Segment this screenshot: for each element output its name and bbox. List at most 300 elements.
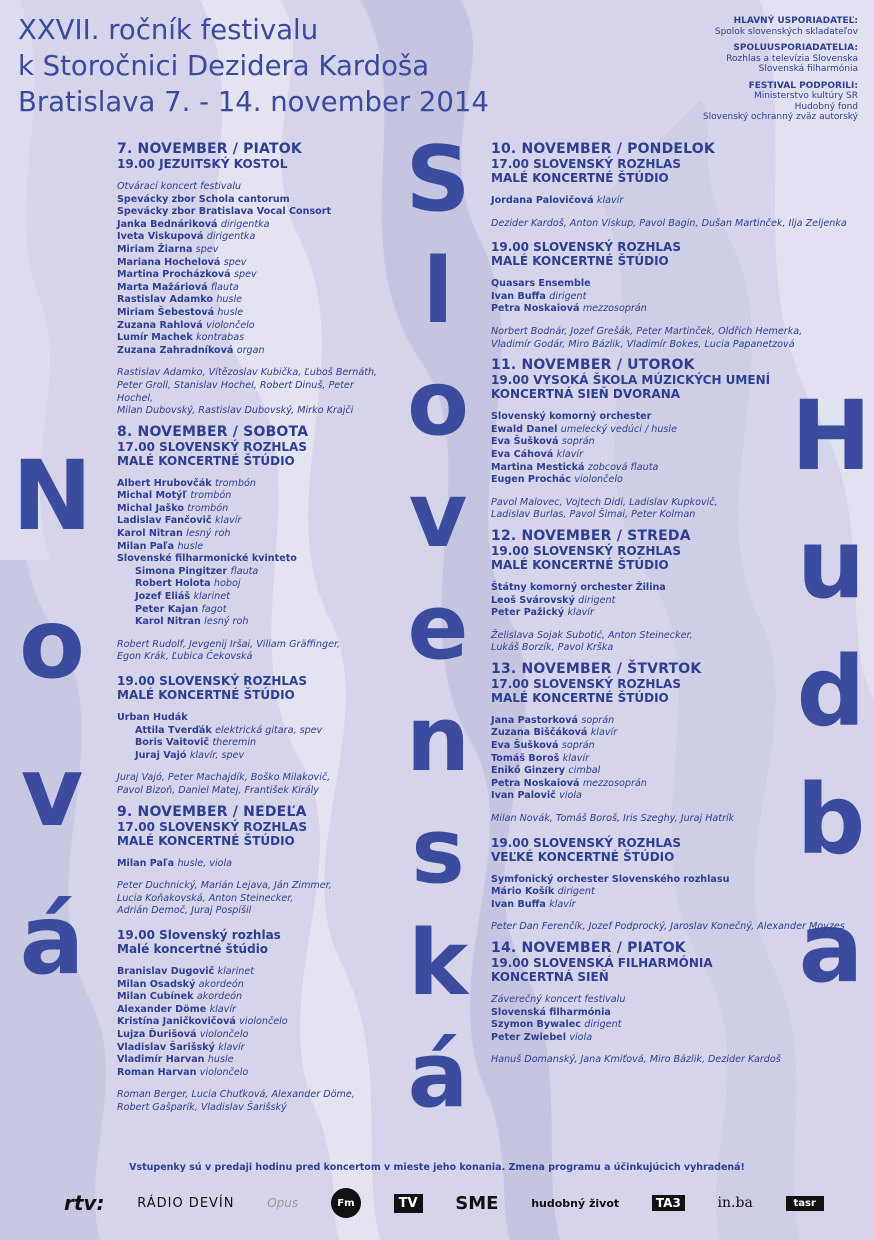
spacer — [117, 702, 387, 712]
performer — [491, 765, 851, 778]
performer-name: Enikő Ginzery — [491, 765, 566, 777]
performer — [117, 541, 387, 554]
performer-name: Mariana Hochelová — [117, 256, 221, 268]
spacer — [491, 268, 851, 278]
vertical-letter: u — [796, 508, 866, 620]
performer-name: Lujza Ďurišová — [117, 1028, 197, 1040]
performer-name: Štátny komorný orchester Žilina — [491, 581, 666, 593]
performer-name: Alexander Döme — [117, 1003, 207, 1015]
performer-name: Zuzana Rahlová — [117, 319, 203, 331]
logo-tv-text: TV — [398, 1195, 418, 1211]
performer-name: Milan Paľa — [117, 540, 175, 552]
performer-name: Spevácky zbor Schola cantorum — [117, 193, 290, 205]
vertical-letter: s — [411, 799, 465, 904]
performer — [117, 257, 387, 270]
performer-name: Leoš Svárovský — [491, 594, 575, 606]
performer-name: Quasars Ensemble — [491, 278, 591, 290]
performer-name: Karol Nitran — [135, 616, 201, 628]
performer-role: dirigent — [584, 1019, 622, 1031]
performer — [117, 979, 387, 992]
performer — [117, 320, 387, 333]
organizer-head: HLAVNÝ USPORIADATEĽ: — [733, 16, 858, 26]
performer — [117, 1004, 387, 1017]
vertical-letter: H — [791, 380, 872, 492]
performer — [491, 740, 851, 753]
logo-sme: SME — [455, 1192, 499, 1214]
performer-name: Ivan Palovič — [491, 790, 556, 802]
concert-venue: 19.00 JEZUITSKÝ KOSTOL — [117, 157, 288, 171]
concert-venue: MALÉ KONCERTNÉ ŠTÚDIO — [491, 557, 669, 572]
performer — [491, 753, 851, 766]
performer-name: Eugen Prochác — [491, 474, 571, 486]
performer — [117, 725, 387, 738]
title-line: Bratislava 7. - 14. november 2014 — [18, 86, 489, 118]
performer-role: hoboj — [213, 578, 241, 590]
performer — [117, 712, 387, 725]
performer — [491, 874, 851, 887]
program-left-column — [117, 141, 387, 1114]
performer-name: Ewald Danel — [491, 423, 558, 435]
performer — [117, 231, 387, 244]
logo-inba: in.ba — [717, 1195, 753, 1211]
spacer — [491, 984, 851, 994]
concert-date: 7. NOVEMBER / PIATOK — [117, 141, 302, 157]
performer-name: Peter Pažický — [491, 607, 565, 619]
concert-date: 14. NOVEMBER / PIATOK — [491, 940, 686, 956]
performer-name: Petra Noskaiová — [491, 777, 580, 789]
performer-role: klavír — [596, 195, 624, 206]
performer-name: Petra Noskaiová — [491, 303, 580, 315]
spacer — [117, 762, 387, 772]
performer-name: Rastislav Adamko — [117, 294, 213, 306]
performer — [117, 1016, 387, 1029]
performer-role: kontrabas — [196, 332, 245, 344]
performer — [117, 528, 387, 541]
spacer — [491, 487, 851, 497]
performer-role: soprán — [561, 436, 595, 448]
vertical-letter: n — [405, 687, 471, 792]
concert-venue: 19.00 SLOVENSKÝ ROZHLAS — [491, 835, 681, 850]
performer-name: Martina Mestická — [491, 461, 585, 473]
performer-name: Ivan Buffa — [491, 290, 546, 302]
logo-fm-text: Fm — [337, 1197, 355, 1209]
performer — [117, 750, 387, 763]
performer — [117, 553, 387, 566]
spacer — [491, 401, 851, 411]
performer — [117, 1029, 387, 1042]
concert-venue: 19.00 VYSOKÁ ŠKOLA MÚZICKÝCH UMENÍ — [491, 373, 771, 388]
performer — [117, 1042, 387, 1055]
performer — [117, 1067, 387, 1080]
concert-date: 13. NOVEMBER / ŠTVRTOK — [491, 660, 702, 677]
performer-name: Lumír Machek — [117, 332, 193, 344]
performer-role: klavír, spev — [189, 749, 245, 761]
spacer — [491, 185, 851, 195]
sponsor-logos — [64, 1188, 824, 1218]
performer-role: elektrická gitara, spev — [215, 724, 323, 736]
performer-role: akordeón — [196, 991, 243, 1003]
performer-name: Juraj Vajó — [135, 749, 187, 761]
performer — [117, 332, 387, 345]
organizers — [598, 16, 858, 129]
performer-name: Symfonický orchester Slovenského rozhlasu — [491, 873, 730, 885]
performer-role: mezzosoprán — [582, 777, 647, 789]
program-composers: Norbert Bodnár, Jozef Grešák, Peter Martinček, Oldřich Hemerka, — [491, 325, 803, 337]
performer-role: akordeón — [198, 978, 244, 990]
performer-role: husle, viola — [177, 857, 233, 869]
performer-name: Martina Procházková — [117, 269, 231, 281]
concert-date: 8. NOVEMBER / SOBOTA — [117, 423, 309, 440]
vertical-letter: á — [407, 1023, 469, 1128]
performer-name: Eva Šušková — [491, 740, 559, 752]
performer-name: Miriam Šebestová — [117, 306, 215, 318]
spacer — [491, 316, 851, 326]
performer-role: violončelo — [206, 319, 255, 331]
spacer — [491, 911, 851, 921]
performer — [117, 194, 387, 207]
performer-name: Ivan Buffa — [491, 898, 546, 910]
performer-name: Slovenské filharmonické kvinteto — [117, 553, 297, 565]
performer-name: Simona Pingitzer — [135, 565, 228, 577]
performer-name: Milan Cubínek — [117, 991, 194, 1003]
performer-role: klavír — [590, 727, 618, 739]
concert-venue: 19.00 SLOVENSKÝ ROZHLAS — [491, 543, 681, 558]
concert-venue: VEĽKÉ KONCERTNÉ ŠTÚDIO — [491, 849, 675, 864]
performer-role: trombón — [190, 490, 232, 502]
performer — [491, 424, 851, 437]
performer — [491, 727, 851, 740]
performer-name: Branislav Dugovič — [117, 965, 215, 977]
spacer — [491, 705, 851, 715]
performer — [491, 1019, 851, 1032]
performer-role: husle — [207, 1054, 234, 1066]
performer-name: Karol Nitran — [117, 528, 183, 540]
concert-date: 9. NOVEMBER / NEDEĽA — [117, 803, 307, 820]
concert-venue: 19.00 SLOVENSKÝ ROZHLAS — [117, 674, 307, 688]
concert-venue: 17.00 SLOVENSKÝ ROZHLAS — [117, 819, 307, 834]
program-composers: Lucia Koňakovská, Anton Steinecker, — [117, 892, 294, 904]
organizer-line: Spolok slovenských skladateľov — [714, 26, 858, 37]
performer-name: Vladimír Harvan — [117, 1054, 205, 1066]
performer-role: zobcová flauta — [587, 461, 659, 473]
performer — [491, 886, 851, 899]
performer-role: dirigent — [578, 594, 616, 606]
concert-venue: MALÉ KONCERTNÉ ŠTÚDIO — [117, 833, 295, 848]
program-composers: Záverečný koncert festivalu — [491, 994, 626, 1005]
program-composers: Roman Berger, Lucia Chuťková, Alexander Döme, — [117, 1089, 355, 1101]
performer-role: klarinet — [193, 591, 230, 603]
performer-name: Slovenská filharmónia — [491, 1006, 611, 1018]
organizer-head: SPOLUUSPORIADATELIA: — [733, 43, 858, 53]
performer-role: organ — [236, 344, 265, 356]
concert-venue: MALÉ KONCERTNÉ ŠTÚDIO — [491, 690, 669, 705]
program-right-column — [491, 141, 851, 1067]
performer — [491, 436, 851, 449]
performer-role: husle — [177, 540, 204, 552]
performer-name: Ladislav Fančovič — [117, 515, 212, 527]
program-composers: Peter Dan Ferenčík, Jozef Podprocký, Jaroslav Konečný, Alexander Moyzes — [491, 921, 845, 933]
concert-venue: 19.00 SLOVENSKÁ FILHARMÓNIA — [491, 956, 713, 970]
spacer — [117, 918, 387, 928]
organizer-group — [598, 16, 858, 37]
performer — [491, 899, 851, 912]
concert-venue: 19.00 SLOVENSKÝ ROZHLAS — [491, 240, 681, 255]
program-composers: Robert Rudolf, Jevgenij Iršai, Viliam Gräffinger, — [117, 638, 341, 650]
spacer — [491, 620, 851, 630]
spacer — [117, 468, 387, 478]
performer-role: spev — [233, 269, 257, 281]
performer-role: dirigent — [557, 886, 595, 898]
program-composers: Dezider Kardoš, Anton Viskup, Pavol Bagin, Dušan Martinček, Ilja Zeljenka — [491, 217, 847, 229]
performer-name: Eva Cáhová — [491, 448, 554, 460]
spacer — [491, 803, 851, 813]
performer-role: cimbal — [568, 765, 601, 777]
performer — [491, 278, 851, 291]
vertical-letter: v — [408, 463, 468, 568]
concert-venue: MALÉ KONCERTNÉ ŠTÚDIO — [491, 254, 669, 269]
performer — [117, 604, 387, 617]
program-composers: Egon Krák, Ľubica Čekovská — [117, 651, 253, 663]
performer-role: viola — [569, 1031, 593, 1043]
performer — [491, 449, 851, 462]
performer-role: klavír — [214, 515, 242, 527]
program-composers: Vladimír Godár, Miro Bázlik, Vladimír Bokes, Lucia Papanetzová — [491, 338, 795, 350]
spacer — [491, 572, 851, 582]
vertical-letter: e — [407, 575, 469, 680]
title-line: XXVII. ročník festivalu — [18, 14, 319, 46]
organizer-head: FESTIVAL PODPORILI: — [748, 80, 858, 91]
performer — [117, 307, 387, 320]
performer-role: klavír — [562, 752, 590, 764]
concert-venue: 17.00 SLOVENSKÝ ROZHLAS — [491, 157, 681, 171]
logo-rtv: rtv: — [64, 1191, 105, 1215]
performer — [117, 294, 387, 307]
performer-name: Robert Holota — [135, 578, 211, 590]
performer-role: viola — [559, 790, 582, 802]
performer — [117, 269, 387, 282]
program-composers: Rastislav Adamko, Vítězoslav Kubička, Ľuboš Bernáth, — [117, 367, 378, 379]
spacer — [117, 171, 387, 181]
performer — [117, 1054, 387, 1067]
performer — [117, 616, 387, 629]
spacer — [117, 357, 387, 367]
program-composers: Peter Duchnický, Marián Lejava, Ján Zimmer, — [117, 880, 332, 892]
performer-name: Tomáš Boroš — [491, 752, 560, 764]
performer-name: Michal Jaško — [117, 502, 184, 514]
logo-tv — [394, 1194, 423, 1213]
organizer-line: Hudobný fond — [794, 101, 858, 112]
vertical-letter: á — [19, 884, 85, 996]
organizer-line: Slovenská filharmónia — [758, 64, 858, 74]
logo-fm — [331, 1188, 361, 1218]
performer-name: Peter Kajan — [135, 603, 199, 615]
spacer — [117, 848, 387, 858]
vertical-letter: l — [422, 239, 454, 344]
spacer — [117, 664, 387, 674]
vertical-letter: a — [798, 892, 864, 1004]
performer-name: Zuzana Biščáková — [491, 727, 588, 739]
concert-venue: MALÉ KONCERTNÉ ŠTÚDIO — [491, 171, 669, 185]
vertical-letter: b — [796, 764, 866, 876]
performer-name: Milan Osadský — [117, 978, 196, 990]
performer — [117, 478, 387, 491]
organizer-line: Rozhlas a televízia Slovenska — [726, 53, 858, 64]
performer-role: theremin — [212, 737, 257, 749]
festival-title — [18, 12, 489, 120]
program-composers: Pavol Bizoň, Daniel Matej, František Király — [117, 784, 319, 796]
performer-role: trombón — [187, 502, 229, 514]
concert-venue: KONCERTNÁ SIEŇ DVORANA — [491, 387, 681, 402]
logo-tasr-text: tasr — [793, 1197, 816, 1209]
performer-role: flauta — [210, 281, 239, 293]
performer — [491, 462, 851, 475]
performer-role: klavír — [218, 1041, 245, 1053]
performer — [491, 595, 851, 608]
performer-name: Marta Mažáriová — [117, 281, 208, 293]
performer-name: Boris Vaitovič — [135, 737, 210, 749]
performer-role: klavír — [549, 898, 576, 910]
program-composers: Želislava Sojak Subotić, Anton Steinecker, — [491, 629, 693, 641]
performer-name: Eva Šušková — [491, 436, 559, 448]
spacer — [117, 870, 387, 880]
concert-venue: 17.00 SLOVENSKÝ ROZHLAS — [491, 676, 681, 691]
performer-role: soprán — [561, 740, 595, 752]
performer — [117, 345, 387, 358]
performer-role: lesný roh — [204, 616, 249, 628]
performer — [117, 737, 387, 750]
concert-date: 10. NOVEMBER / PONDELOK — [491, 141, 715, 157]
vertical-letter: o — [407, 351, 469, 456]
performer — [491, 195, 851, 208]
vertical-letter: o — [19, 588, 85, 700]
program-composers: Adrián Demoč, Juraj Pospíšil — [117, 905, 252, 917]
program-composers: Pavol Malovec, Vojtech Didi, Ladislav Kupkovič, — [491, 496, 718, 508]
logo-ta3-text: TA3 — [655, 1196, 681, 1210]
program-composers: Otvárací koncert festivalu — [117, 181, 242, 192]
performer-name: Roman Harvan — [117, 1066, 197, 1078]
spacer — [117, 956, 387, 966]
program-composers: Peter Groll, Stanislav Hochel, Robert Dinuš, Peter Hochel, — [117, 379, 354, 404]
performer — [117, 244, 387, 257]
performer — [491, 474, 851, 487]
performer — [491, 778, 851, 791]
concert-date: 12. NOVEMBER / STREDA — [491, 527, 691, 544]
spacer — [491, 230, 851, 240]
performer-role: dirigentka — [220, 218, 270, 230]
organizer-line: Ministerstvo kultúry SR — [753, 91, 858, 101]
performer-name: Spevácky zbor Bratislava Vocal Consort — [117, 206, 332, 218]
performer — [491, 1007, 851, 1020]
performer-name: Albert Hrubovčák — [117, 477, 212, 489]
performer-role: fagot — [201, 603, 227, 615]
performer-role: violončelo — [239, 1016, 288, 1028]
logo-ta3 — [652, 1195, 685, 1211]
performer-name: Slovenský komorný orchester — [491, 411, 652, 423]
performer — [117, 991, 387, 1004]
spacer — [117, 1079, 387, 1089]
spacer — [491, 826, 851, 836]
spacer — [117, 629, 387, 639]
footer-note: Vstupenky sú v predaji hodinu pred koncertom v mieste jeho konania. Zmena programu a účinkujúcich vyhradená! — [129, 1162, 745, 1173]
performer — [117, 282, 387, 295]
performer — [117, 490, 387, 503]
performer-role: spev — [195, 243, 219, 255]
performer-role: husle — [216, 294, 243, 306]
performer-name: Peter Zwiebel — [491, 1031, 566, 1043]
performer-role: violončelo — [199, 1028, 249, 1040]
program-composers: Robert Gašparík, Vladislav Šarišský — [117, 1101, 287, 1113]
performer — [491, 303, 851, 316]
performer-role: trombón — [214, 477, 256, 489]
performer-name: Jordana Palovičová — [491, 195, 594, 206]
program-composers: Lukáš Borzík, Pavol Krška — [491, 642, 614, 654]
performer-name: Iveta Viskupová — [117, 231, 204, 243]
concert-venue: Malé koncertné štúdio — [117, 941, 269, 956]
performer — [491, 607, 851, 620]
performer-name: Zuzana Zahradníková — [117, 344, 234, 356]
performer-role: mezzosoprán — [582, 303, 647, 315]
performer — [491, 1032, 851, 1045]
performer — [117, 206, 387, 219]
performer-role: flauta — [230, 565, 259, 577]
performer — [491, 715, 851, 728]
logo-opus: Opus — [267, 1196, 299, 1210]
performer-role: spev — [223, 256, 247, 268]
organizer-group — [598, 43, 858, 75]
performer — [117, 503, 387, 516]
performer-role: dirigent — [549, 290, 587, 302]
concert-venue: 19.00 Slovenský rozhlas — [117, 927, 281, 942]
performer-role: soprán — [581, 714, 615, 726]
performer-role: klavír — [567, 607, 594, 619]
performer-name: Urban Hudák — [117, 712, 188, 723]
concert-venue: 17.00 SLOVENSKÝ ROZHLAS — [117, 439, 307, 454]
performer-name: Milan Paľa — [117, 857, 175, 869]
performer — [117, 966, 387, 979]
performer — [117, 566, 387, 579]
performer-role: husle — [217, 306, 244, 318]
vertical-letter: k — [408, 911, 468, 1016]
performer-role: violončelo — [574, 474, 623, 486]
logo-hudobny-zivot: hudobný život — [531, 1196, 620, 1210]
performer — [491, 411, 851, 424]
concert-venue: MALÉ KONCERTNÉ ŠTÚDIO — [117, 688, 295, 702]
performer — [491, 790, 851, 803]
performer-name: Jana Pastorková — [491, 714, 578, 726]
organizer-group — [598, 81, 858, 123]
program-composers: Milan Novák, Tomáš Boroš, Iris Szeghy, Juraj Hatrík — [491, 813, 735, 825]
performer-name: Mário Košík — [491, 886, 555, 898]
performer-name: Jozef Eliáš — [135, 591, 191, 603]
logo-radio-devin: RÁDIO DEVÍN — [137, 1195, 235, 1211]
performer-name: Szymon Bywalec — [491, 1019, 581, 1031]
performer — [117, 858, 387, 871]
performer-role: violončelo — [199, 1066, 249, 1078]
program-composers: Milan Dubovský, Rastislav Dubovský, Mirko Krajči — [117, 405, 354, 417]
concert-venue: MALÉ KONCERTNÉ ŠTÚDIO — [117, 453, 295, 468]
vertical-letter: S — [405, 127, 471, 232]
performer — [117, 591, 387, 604]
performer-role: dirigentka — [206, 231, 256, 243]
spacer — [491, 1044, 851, 1054]
concert-venue: KONCERTNÁ SIEŇ — [491, 970, 609, 984]
vertical-letter: d — [796, 636, 866, 748]
performer-name: Miriam Žiarna — [117, 243, 193, 255]
performer — [117, 219, 387, 232]
title-line: k Storočnici Dezidera Kardoša — [18, 50, 430, 82]
vertical-letter: N — [12, 440, 93, 552]
performer-name: Attila Tverďák — [135, 724, 212, 736]
